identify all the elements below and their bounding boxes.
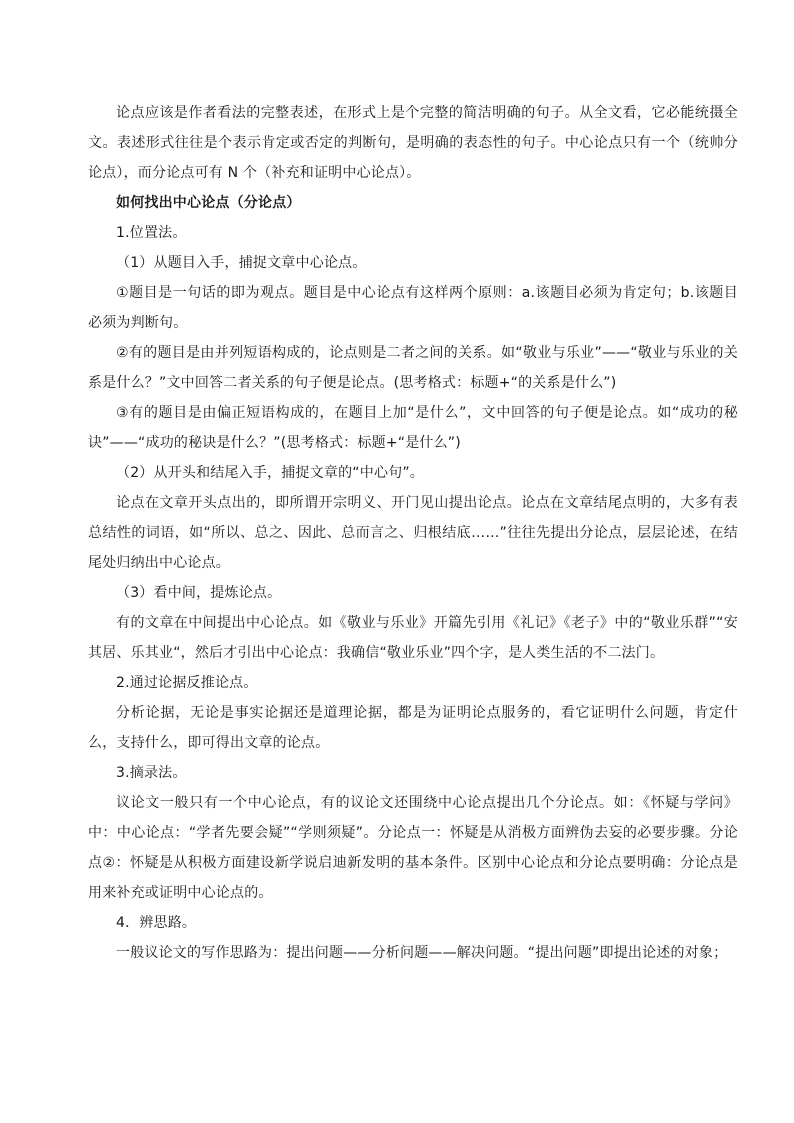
method-heading-2: 2.通过论据反推论点。 — [116, 675, 258, 691]
paragraph-excerpt: 议论文一般只有一个中心论点，有的议论文还围绕中心论点提出几个分论点。如：《怀疑与学问》中：中心论点：“学者先要会疑”“学则须疑”。分论点一：怀疑是从消极方面辨伪去妄的必要步骤。分论点②：怀疑是从积极方面建设新学说启迪新发明的基本条件。区别中心论点和分论点要明确：分论点是用来补充或证明中心论点的。 — [88, 795, 738, 901]
sub-heading-3: （3）看中间，提炼论点。 — [116, 585, 282, 601]
method-heading-3: 3.摘录法。 — [116, 765, 187, 781]
document-page — [88, 98, 738, 968]
method-heading-1: 1.位置法。 — [116, 225, 187, 241]
section-heading: 如何找出中心论点（分论点） — [116, 195, 301, 211]
paragraph-intro: 论点应该是作者看法的完整表述，在形式上是个完整的简洁明确的句子。从全文看，它必能统摄全文。表述形式往往是个表示肯定或否定的判断句，是明确的表态性的句子。中心论点只有一个（统帅分论点），而分论点可有 N 个（补充和证明中心论点）。 — [88, 105, 738, 181]
paragraph-item-3: ③有的题目是由偏正短语构成的，在题目上加“是什么”，文中回答的句子便是论点。如“成功的秘诀”——“成功的秘诀是什么？”(思考格式：标题+“是什么”) — [88, 405, 738, 451]
paragraph-evidence: 分析论据，无论是事实论据还是道理论据，都是为证明论点服务的，看它证明什么问题，肯定什么，支持什么，即可得出文章的论点。 — [88, 705, 738, 751]
paragraph-item-1: ①题目是一句话的即为观点。题目是中心论点有这样两个原则：a.该题目必须为肯定句；b.该题目必须为判断句。 — [88, 285, 738, 331]
paragraph-middle: 有的文章在中间提出中心论点。如《敬业与乐业》开篇先引用《礼记》《老子》中的“敬业乐群”“安其居、乐其业“，然后才引出中心论点：我确信“敬业乐业”四个字，是人类生活的不二法门。 — [88, 615, 738, 661]
sub-heading-2: （2）从开头和结尾入手，捕捉文章的“中心句”。 — [116, 465, 425, 481]
paragraph-begin-end: 论点在文章开头点出的，即所谓开宗明义、开门见山提出论点。论点在文章结尾点明的，大多有表总结性的词语，如“所以、总之、因此、总而言之、归根结底……”往往先提出分论点，层层论述，在结尾处归纳出中心论点。 — [88, 495, 738, 571]
method-heading-4: 4．辨思路。 — [116, 915, 197, 931]
paragraph-item-2: ②有的题目是由并列短语构成的，论点则是二者之间的关系。如“敬业与乐业”——“敬业与乐业的关系是什么？”文中回答二者关系的句子便是论点。(思考格式：标题+“的关系是什么”) — [88, 345, 738, 391]
paragraph-thinking: 一般议论文的写作思路为：提出问题——分析问题——解决问题。“提出问题”即提出论述的对象； — [116, 945, 728, 961]
sub-heading-1: （1）从题目入手，捕捉文章中心论点。 — [116, 255, 367, 271]
